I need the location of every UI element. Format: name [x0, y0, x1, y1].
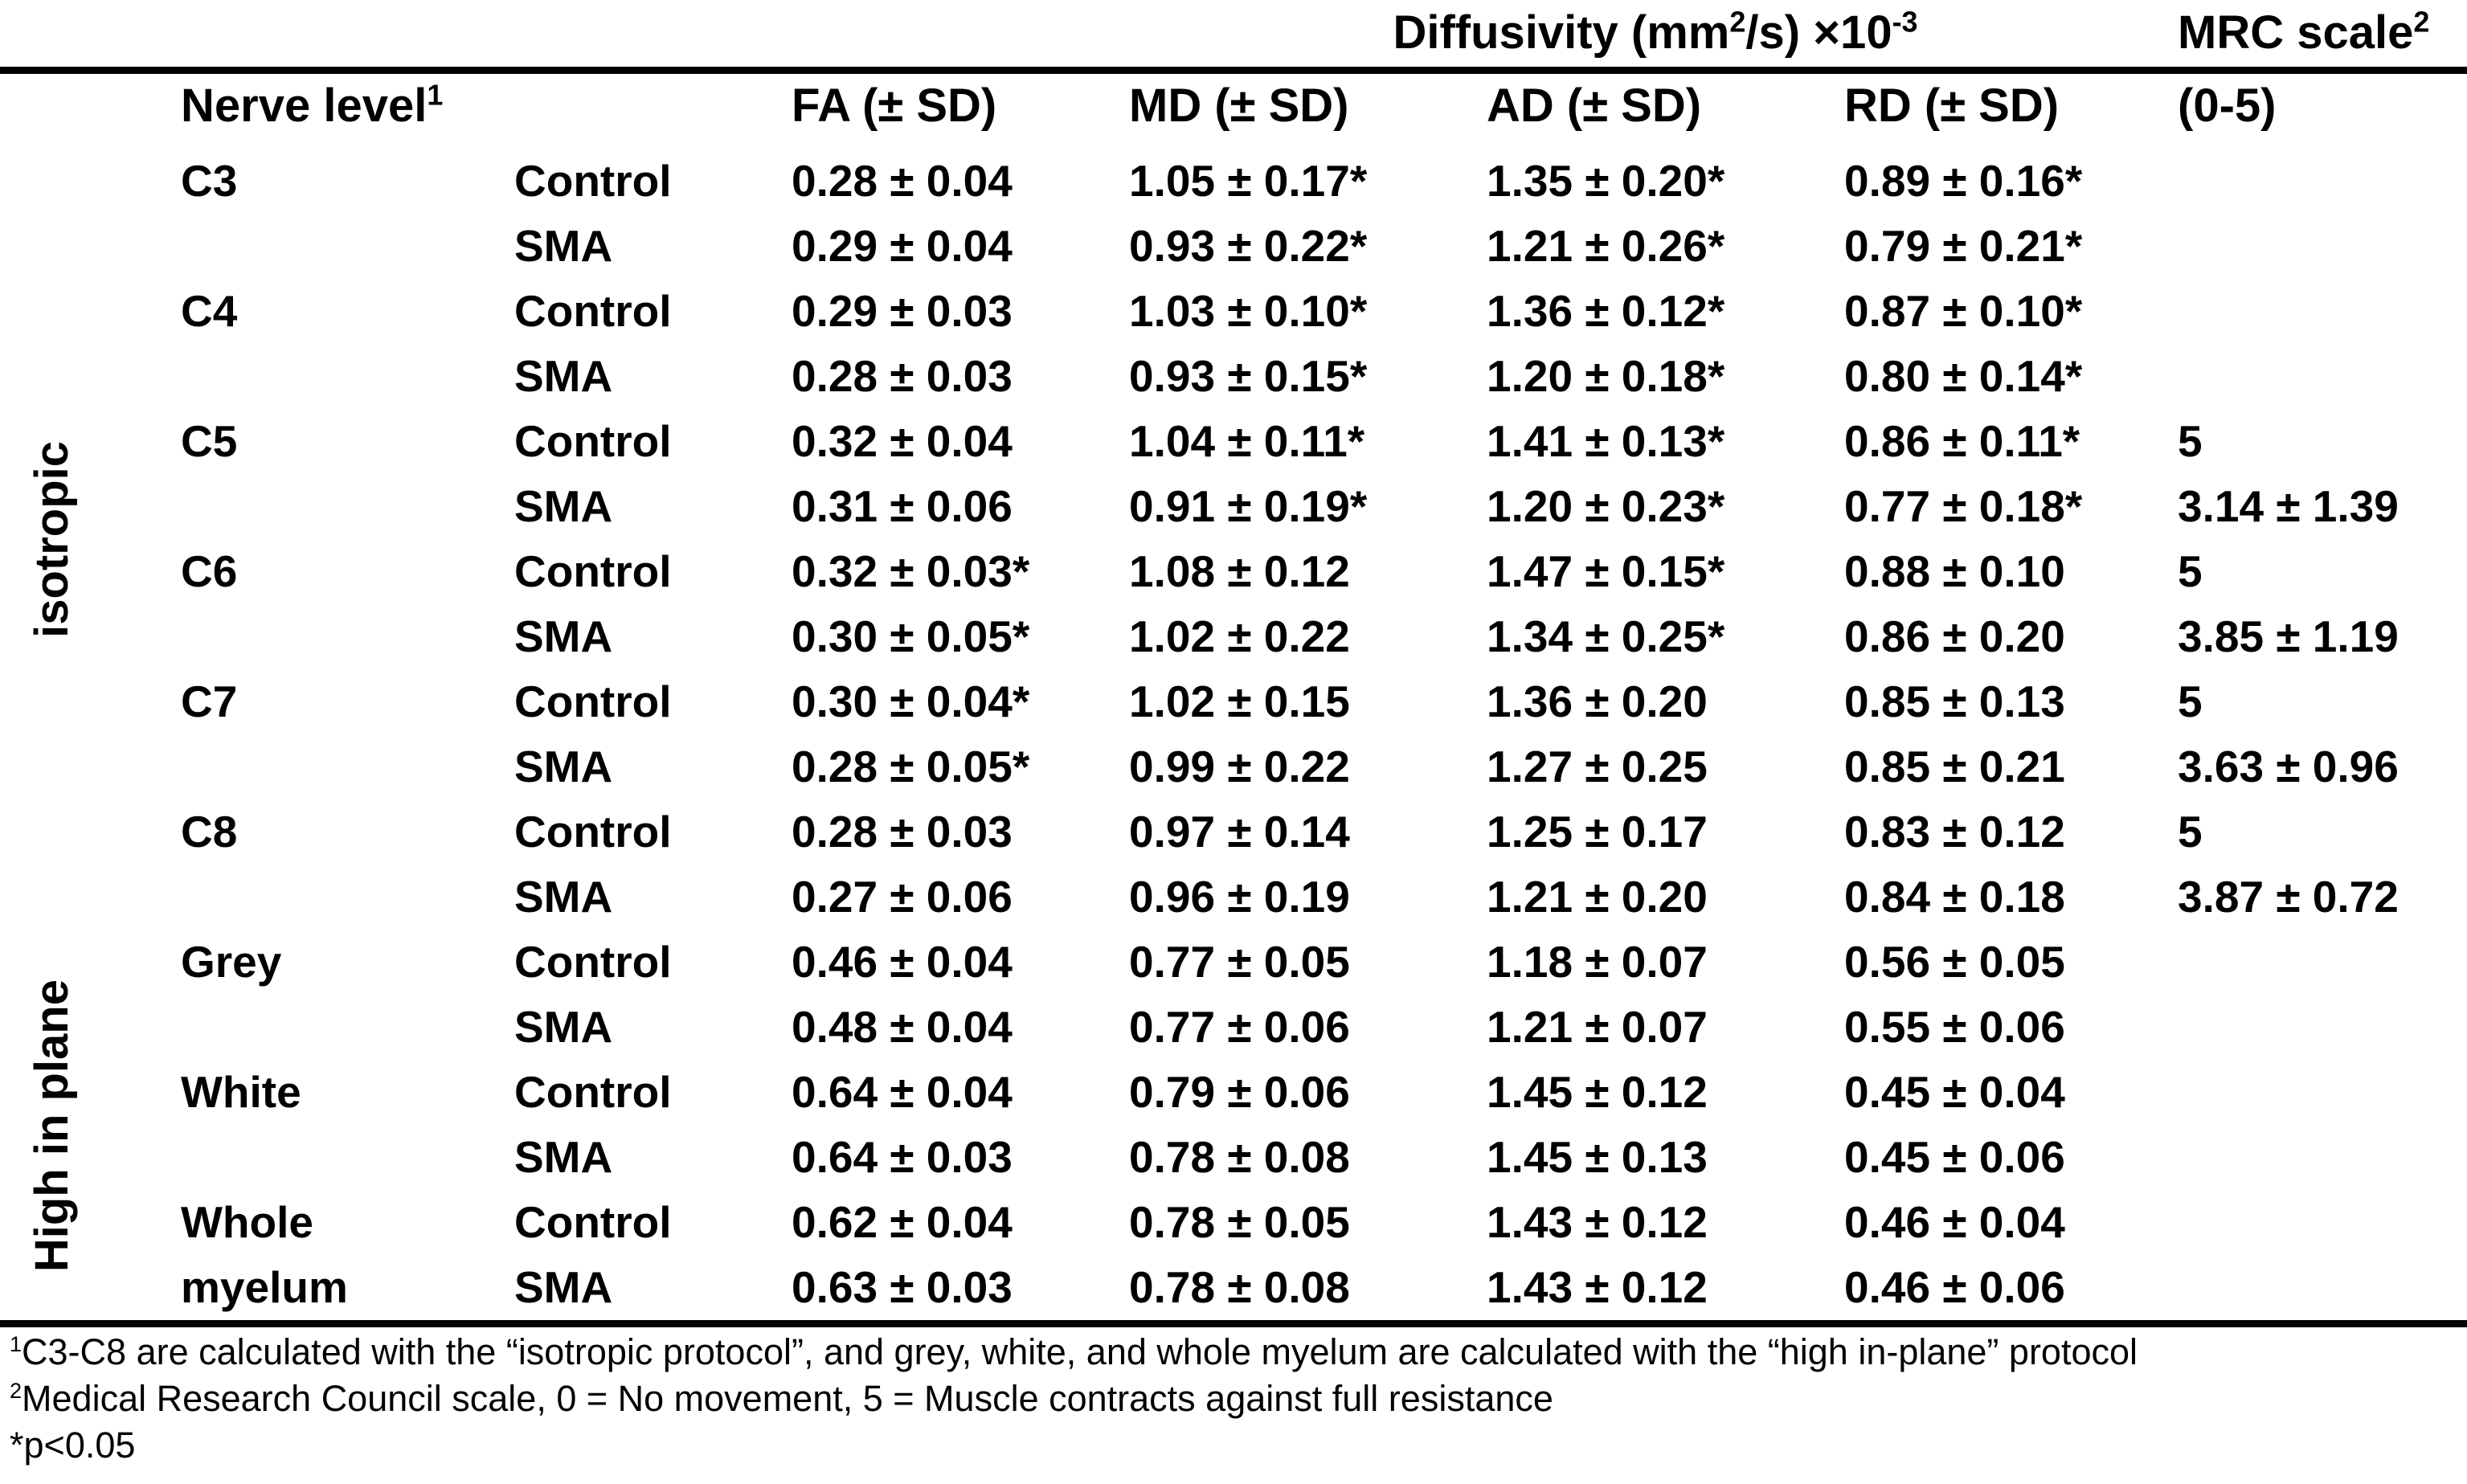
cell-md: 1.04 ± 0.11*: [1129, 416, 1365, 466]
cell-rd: 0.84 ± 0.18: [1844, 872, 2065, 922]
cell-ad: 1.34 ± 0.25*: [1487, 611, 1725, 661]
table-row: [0, 930, 2467, 995]
table-row: [0, 995, 2467, 1060]
column-header-nerve-level: [181, 78, 444, 132]
cell-mrc: 5: [2178, 416, 2203, 466]
cell-ad: 1.18 ± 0.07: [1487, 937, 1708, 987]
cell-fa: 0.31 ± 0.06: [792, 481, 1013, 531]
cell-md: 0.93 ± 0.22*: [1129, 221, 1368, 271]
cell-md: 0.93 ± 0.15*: [1129, 351, 1368, 401]
table-row: [0, 734, 2467, 799]
cell-group: SMA: [514, 481, 613, 531]
footnote-mrc-scale: [10, 1376, 2138, 1422]
footnote-1-superscript: 1: [10, 1332, 23, 1356]
section-label-isotropic: isotropic: [26, 441, 78, 638]
mrc-footnote-superscript: 2: [2413, 5, 2430, 39]
cell-group: SMA: [514, 221, 613, 271]
cell-nerve-level: C5: [181, 416, 238, 466]
cell-rd: 0.77 ± 0.18*: [1844, 481, 2083, 531]
cell-rd: 0.88 ± 0.10: [1844, 546, 2065, 596]
cell-md: 1.05 ± 0.17*: [1129, 156, 1368, 206]
footnote-3-text: *p<0.05: [10, 1425, 136, 1466]
footnote-significance: [10, 1422, 2138, 1469]
cell-nerve-level: C8: [181, 807, 238, 856]
cell-md: 1.02 ± 0.22: [1129, 611, 1350, 661]
cell-ad: 1.27 ± 0.25: [1487, 742, 1708, 791]
cell-ad: 1.36 ± 0.12*: [1487, 286, 1725, 336]
cell-rd: 0.45 ± 0.06: [1844, 1132, 2065, 1182]
cell-md: 0.99 ± 0.22: [1129, 742, 1350, 791]
cell-rd: 0.46 ± 0.04: [1844, 1197, 2065, 1247]
cell-md: 0.77 ± 0.06: [1129, 1002, 1350, 1052]
cell-group: SMA: [514, 872, 613, 922]
cell-fa: 0.64 ± 0.03: [792, 1132, 1013, 1182]
table-row: [0, 604, 2467, 669]
cell-group: Control: [514, 937, 672, 987]
cell-rd: 0.87 ± 0.10*: [1844, 286, 2083, 336]
cell-fa: 0.29 ± 0.03: [792, 286, 1013, 336]
cell-ad: 1.20 ± 0.23*: [1487, 481, 1725, 531]
cell-md: 0.78 ± 0.05: [1129, 1197, 1350, 1247]
cell-fa: 0.30 ± 0.04*: [792, 677, 1030, 726]
table-row: [0, 1125, 2467, 1190]
table-row: [0, 149, 2467, 214]
cell-ad: 1.35 ± 0.20*: [1487, 156, 1725, 206]
cell-ad: 1.47 ± 0.15*: [1487, 546, 1725, 596]
mrc-scale-header: [2178, 5, 2430, 59]
column-header-mrc-range: (0-5): [2178, 80, 2277, 132]
cell-nerve-level: C6: [181, 546, 238, 596]
table-row: [0, 669, 2467, 734]
table-row: [0, 1255, 2467, 1320]
footnote-2-text: Medical Research Council scale, 0 = No movement, 5 = Muscle contracts against full resistance: [22, 1378, 1553, 1419]
cell-md: 1.02 ± 0.15: [1129, 677, 1350, 726]
nerve-level-footnote-superscript: 1: [427, 78, 444, 112]
cell-fa: 0.28 ± 0.04: [792, 156, 1013, 206]
cell-nerve-level: Grey: [181, 937, 282, 987]
table-row: [0, 799, 2467, 865]
cell-rd: 0.85 ± 0.13: [1844, 677, 2065, 726]
table-row: [0, 1060, 2467, 1125]
footnote-1-text: C3-C8 are calculated with the “isotropic protocol”, and grey, white, and whole myelum are calculated with the “high in-plane” protocol: [22, 1331, 2138, 1372]
footnote-2-superscript: 2: [10, 1379, 23, 1403]
cell-fa: 0.28 ± 0.05*: [792, 742, 1030, 791]
diffusivity-span-header: [1129, 5, 2182, 59]
column-header-md: MD (± SD): [1129, 80, 1349, 132]
cell-md: 1.03 ± 0.10*: [1129, 286, 1368, 336]
cell-mrc: 5: [2178, 546, 2203, 596]
table-row: [0, 865, 2467, 930]
cell-group: Control: [514, 1067, 672, 1117]
cell-mrc: 3.63 ± 0.96: [2178, 742, 2399, 791]
cell-md: 1.08 ± 0.12: [1129, 546, 1350, 596]
cell-group: Control: [514, 286, 672, 336]
footnotes: [10, 1329, 2138, 1469]
cell-fa: 0.30 ± 0.05*: [792, 611, 1030, 661]
cell-md: 0.77 ± 0.05: [1129, 937, 1350, 987]
cell-group: Control: [514, 416, 672, 466]
section-label-high-in-plane: High in plane: [26, 979, 78, 1273]
cell-rd: 0.46 ± 0.06: [1844, 1262, 2065, 1312]
nerve-level-header-text: Nerve level: [181, 80, 428, 132]
cell-fa: 0.28 ± 0.03: [792, 351, 1013, 401]
cell-ad: 1.45 ± 0.13: [1487, 1132, 1708, 1182]
diffusivity-span-header-text: Diffusivity (mm: [1393, 6, 1730, 59]
cell-group: Control: [514, 807, 672, 856]
cell-nerve-level: myelum: [181, 1262, 348, 1312]
table-row: [0, 344, 2467, 409]
cell-md: 0.91 ± 0.19*: [1129, 481, 1368, 531]
cell-fa: 0.46 ± 0.04: [792, 937, 1013, 987]
table-row: [0, 409, 2467, 474]
cell-fa: 0.27 ± 0.06: [792, 872, 1013, 922]
cell-mrc: 3.87 ± 0.72: [2178, 872, 2399, 922]
column-header-ad: AD (± SD): [1487, 80, 1702, 132]
cell-ad: 1.25 ± 0.17: [1487, 807, 1708, 856]
cell-fa: 0.62 ± 0.04: [792, 1197, 1013, 1247]
table-top-rule: [0, 67, 2467, 74]
diffusivity-exponent-superscript: -3: [1892, 5, 1918, 39]
cell-fa: 0.29 ± 0.04: [792, 221, 1013, 271]
cell-rd: 0.83 ± 0.12: [1844, 807, 2065, 856]
cell-md: 0.78 ± 0.08: [1129, 1262, 1350, 1312]
cell-md: 0.97 ± 0.14: [1129, 807, 1350, 856]
cell-nerve-level: Whole: [181, 1197, 313, 1247]
cell-group: Control: [514, 156, 672, 206]
mrc-scale-header-text: MRC scale: [2178, 6, 2414, 59]
cell-nerve-level: C4: [181, 286, 238, 336]
table-bottom-rule: [0, 1320, 2467, 1327]
table-row: [0, 1190, 2467, 1255]
cell-group: SMA: [514, 1262, 613, 1312]
cell-group: SMA: [514, 1132, 613, 1182]
table-rows: [0, 149, 2467, 1320]
cell-mrc: 5: [2178, 807, 2203, 856]
cell-md: 0.78 ± 0.08: [1129, 1132, 1350, 1182]
cell-group: SMA: [514, 742, 613, 791]
column-header-rd: RD (± SD): [1844, 80, 2060, 132]
cell-rd: 0.79 ± 0.21*: [1844, 221, 2083, 271]
cell-fa: 0.48 ± 0.04: [792, 1002, 1013, 1052]
cell-ad: 1.21 ± 0.20: [1487, 872, 1708, 922]
cell-rd: 0.86 ± 0.11*: [1844, 416, 2080, 466]
cell-nerve-level: C3: [181, 156, 238, 206]
cell-rd: 0.55 ± 0.06: [1844, 1002, 2065, 1052]
diffusivity-span-header-mid: /s) ×10: [1745, 6, 1892, 59]
diffusivity-unit-superscript: 2: [1729, 5, 1746, 39]
table-row: [0, 279, 2467, 344]
cell-ad: 1.45 ± 0.12: [1487, 1067, 1708, 1117]
cell-ad: 1.41 ± 0.13*: [1487, 416, 1725, 466]
cell-fa: 0.28 ± 0.03: [792, 807, 1013, 856]
footnote-protocol: [10, 1329, 2138, 1376]
cell-fa: 0.63 ± 0.03: [792, 1262, 1013, 1312]
cell-ad: 1.20 ± 0.18*: [1487, 351, 1725, 401]
cell-ad: 1.43 ± 0.12: [1487, 1262, 1708, 1312]
cell-mrc: 3.85 ± 1.19: [2178, 611, 2399, 661]
cell-rd: 0.86 ± 0.20: [1844, 611, 2065, 661]
cell-mrc: 5: [2178, 677, 2203, 726]
cell-rd: 0.89 ± 0.16*: [1844, 156, 2083, 206]
cell-md: 0.96 ± 0.19: [1129, 872, 1350, 922]
cell-rd: 0.80 ± 0.14*: [1844, 351, 2083, 401]
cell-mrc: 3.14 ± 1.39: [2178, 481, 2399, 531]
table-row: [0, 474, 2467, 539]
cell-ad: 1.21 ± 0.07: [1487, 1002, 1708, 1052]
cell-rd: 0.56 ± 0.05: [1844, 937, 2065, 987]
cell-group: Control: [514, 1197, 672, 1247]
cell-ad: 1.36 ± 0.20: [1487, 677, 1708, 726]
cell-rd: 0.45 ± 0.04: [1844, 1067, 2065, 1117]
cell-group: SMA: [514, 1002, 613, 1052]
cell-fa: 0.64 ± 0.04: [792, 1067, 1013, 1117]
cell-fa: 0.32 ± 0.04: [792, 416, 1013, 466]
cell-nerve-level: White: [181, 1067, 301, 1117]
cell-group: SMA: [514, 351, 613, 401]
table-row: [0, 539, 2467, 604]
cell-md: 0.79 ± 0.06: [1129, 1067, 1350, 1117]
cell-ad: 1.43 ± 0.12: [1487, 1197, 1708, 1247]
cell-nerve-level: C7: [181, 677, 238, 726]
cell-group: SMA: [514, 611, 613, 661]
cell-group: Control: [514, 546, 672, 596]
cell-fa: 0.32 ± 0.03*: [792, 546, 1030, 596]
table-row: [0, 214, 2467, 279]
cell-ad: 1.21 ± 0.26*: [1487, 221, 1725, 271]
cell-group: Control: [514, 677, 672, 726]
column-header-fa: FA (± SD): [792, 80, 997, 132]
cell-rd: 0.85 ± 0.21: [1844, 742, 2065, 791]
